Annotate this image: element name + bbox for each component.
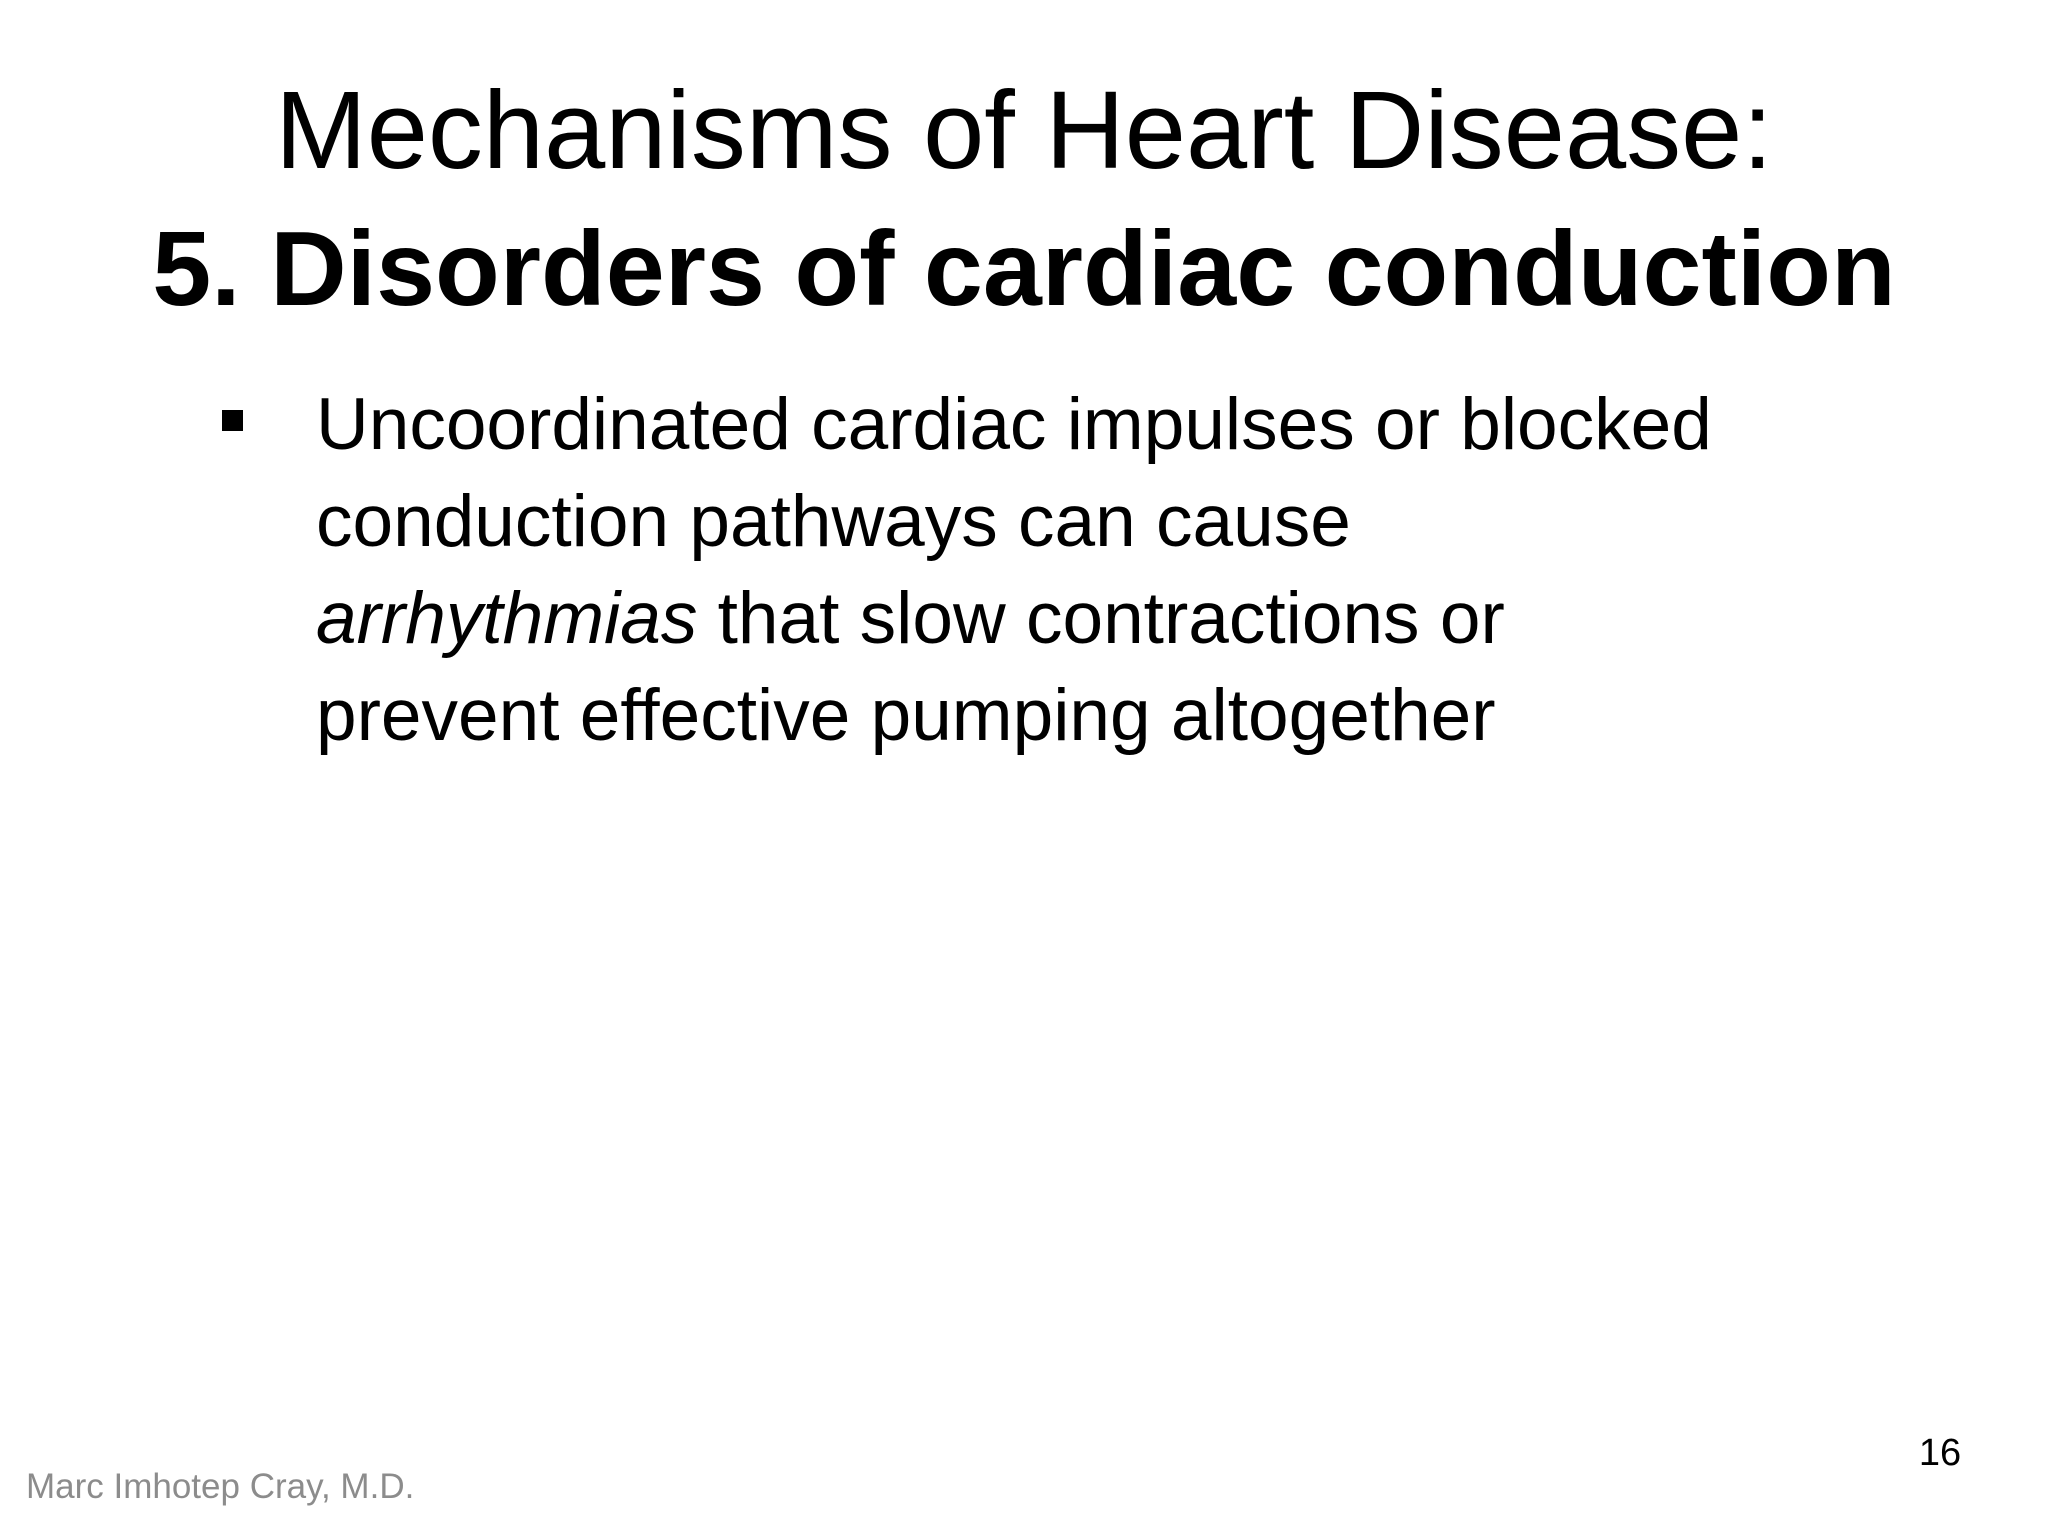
author-footer: Marc Imhotep Cray, M.D. <box>26 1467 415 1506</box>
bullet-line-1: Uncoordinated cardiac impulses or blocked <box>316 384 1712 465</box>
slide-title: Mechanisms of Heart Disease: <box>275 69 1773 192</box>
bullet-line-3 <box>316 570 1956 667</box>
page-number: 16 <box>1918 1432 1962 1474</box>
bullet-line-4: prevent effective pumping altogether <box>316 675 1496 756</box>
slide-subtitle: 5. Disorders of cardiac conduction <box>152 210 1896 328</box>
bullet-italic-term: arrhythmias <box>316 578 698 659</box>
bullet-line-3-rest: that slow contractions or <box>697 578 1505 659</box>
bullet-item <box>316 376 1956 764</box>
square-bullet-icon <box>222 410 243 431</box>
bullet-line-2: conduction pathways can cause <box>316 481 1351 562</box>
